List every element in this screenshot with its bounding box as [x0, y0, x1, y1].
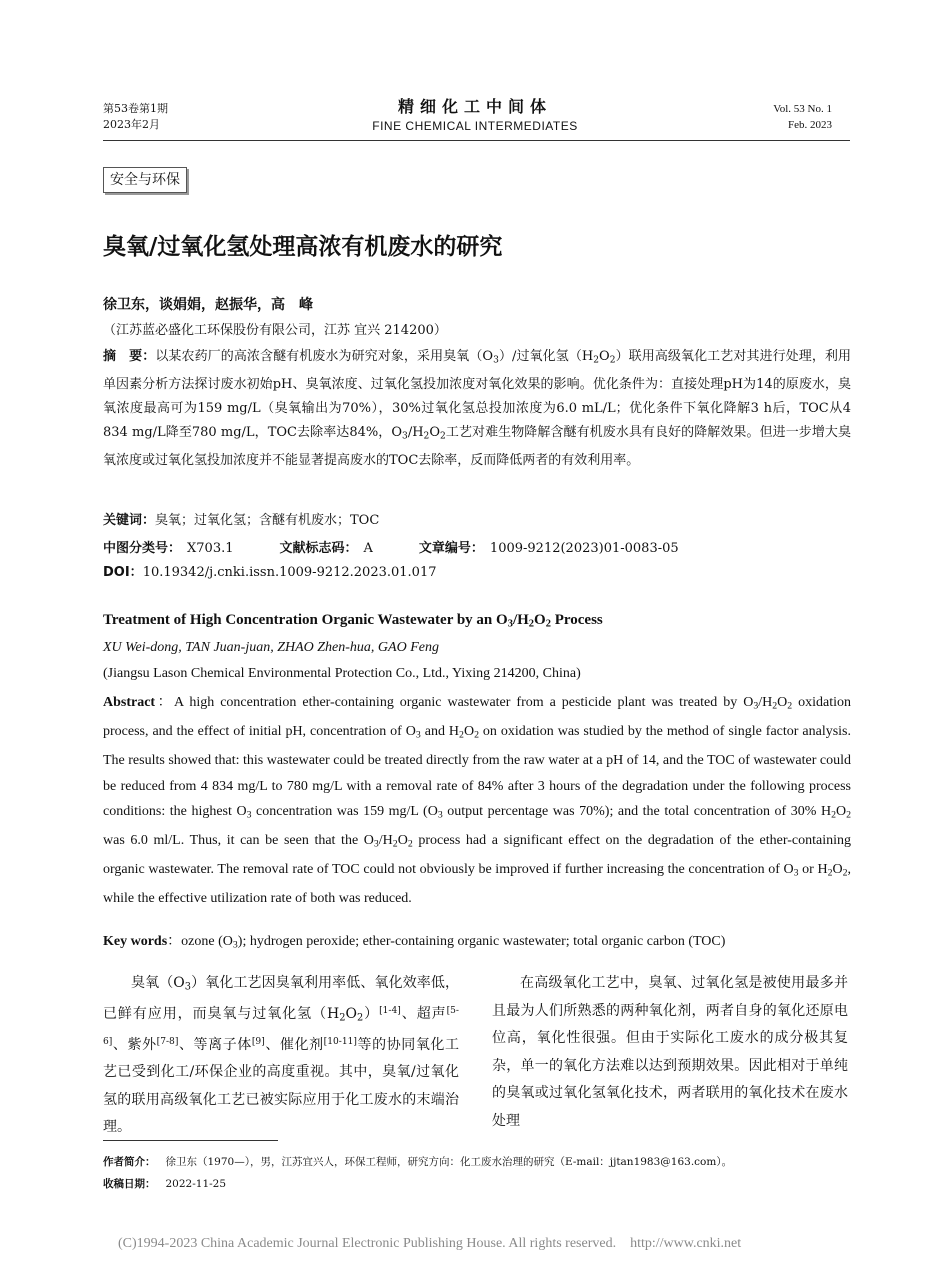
doc-code-value: A — [363, 541, 373, 556]
body-paragraph — [103, 970, 459, 1142]
keywords-en-text: ozone (O — [181, 934, 233, 949]
english-authors: XU Wei-dong, TAN Juan-juan, ZHAO Zhen-hua, GAO Feng — [103, 640, 439, 655]
body-column-right — [492, 970, 848, 1135]
clc-value: X703.1 — [187, 541, 234, 556]
author-bio-label: 作者简介： — [103, 1156, 156, 1168]
english-title-text: /H — [512, 612, 529, 628]
abstract-zh-text: O — [429, 425, 441, 441]
subscript: 2 — [545, 618, 551, 630]
subscript: 2 — [787, 700, 793, 712]
english-title-text: Treatment of High Concentration Organic Wastewater by an O — [103, 612, 508, 628]
clc-label: 中图分类号： — [103, 541, 182, 556]
body-text: O — [345, 1005, 357, 1022]
doi-line — [103, 561, 436, 580]
subscript: 3 — [753, 700, 759, 712]
keywords-en-colon: ： — [167, 934, 182, 949]
header-date-en: Feb. 2023 — [788, 119, 832, 131]
keywords-zh-label: 关键词： — [103, 513, 156, 528]
keywords-en — [103, 930, 725, 950]
abstract-zh-text: ）/过氧化氢（H — [498, 349, 594, 364]
abstract-en-text: output percentage was 70%); and the total concentration of 30% H — [442, 804, 832, 820]
subscript: 3 — [507, 618, 513, 630]
header-rule — [103, 140, 850, 141]
authors: 徐卫东，谈娟娟，赵振华，高 峰 — [103, 297, 313, 313]
body-column-left — [103, 970, 459, 1142]
received-date-value: 2022-11-25 — [165, 1178, 227, 1190]
abstract-zh-text: 以某农药厂的高浓含醚有机废水为研究对象，采用臭氧（O — [155, 349, 494, 364]
subscript: 3 — [415, 729, 421, 741]
body-text: 、紫外 — [112, 1036, 157, 1053]
subscript: 2 — [423, 431, 430, 442]
subscript: 3 — [232, 939, 238, 951]
abstract-en-text: on oxidation was studied by the method of single factor analysis. The results showed that: this wastewater could be treated directly from the raw water at a pH of 14, and the TOC of wastewater could be reduced from 4 834 mg/L to 780 mg/L with a removal rate of 84% after 3 hours of the degradation under the following process conditions: the highest O — [103, 724, 851, 820]
abstract-zh-text: /H — [407, 425, 424, 441]
body-text: 、催化剂 — [264, 1036, 324, 1053]
abstract-en-text: or H — [798, 862, 828, 878]
received-date-footnote — [103, 1176, 226, 1191]
abstract-en-text: O — [397, 833, 408, 849]
doc-code-label: 文献标志码： — [279, 541, 358, 556]
subscript: 2 — [593, 355, 600, 366]
citation-ref[interactable]: [7-8] — [156, 1036, 179, 1047]
abstract-en-text: was 6.0 ml/L. Thus, it can be seen that the O — [103, 833, 374, 849]
subscript: 2 — [356, 1012, 364, 1024]
abstract-zh-label: 摘 要： — [103, 349, 156, 364]
abstract-en-text: and H — [420, 724, 460, 740]
english-title-text: Process — [550, 612, 603, 628]
subscript: 3 — [184, 981, 192, 993]
article-number-value: 1009-9212(2023)01-0083-05 — [489, 541, 679, 556]
keywords-zh — [103, 509, 379, 528]
body-text: 等的协同氧化工艺已受到化工/环保企业的高度重视。其中，臭氧/过氧化氢的联用高级氧化工艺已被实际应用于化工废水的末端治理。 — [103, 1036, 460, 1136]
body-text: 臭氧（O — [131, 975, 185, 991]
citation-ref[interactable]: [10-11] — [323, 1036, 357, 1047]
citation-ref[interactable]: [1-4] — [379, 1005, 401, 1016]
abstract-zh — [103, 345, 851, 473]
english-title — [103, 612, 603, 630]
footnote-rule — [103, 1140, 278, 1141]
keywords-en-label: Key words — [103, 934, 168, 949]
subscript: 2 — [339, 1012, 346, 1024]
header-volume-zh-block — [103, 101, 168, 133]
abstract-en-text: process had a significant effect on the degradation of the ether-containing organic wastewater. The removal rate of TOC could not obviously be improved if further increasing the concentration of O — [103, 833, 851, 878]
subscript: 2 — [772, 700, 778, 712]
author-bio-footnote — [103, 1154, 732, 1169]
abstract-zh-text: ）联用高级氧化工艺对其进行处理，利用单因素分析方法探讨废水初始pH、臭氧浓度、过氧化氢投加浓度对氧化效果的影响。优化条件为：直接处理pH为14的原废水，臭氧浓度最高可为159 mg/L（臭氧输出为70%），30%过氧化氢总投加浓度为6.0 mL/L；优化条件下氧化降解3 h后，TOC从4 834 mg/L降至780 mg/L，TOC去除率达84%，O — [103, 349, 851, 441]
subscript: 3 — [493, 355, 499, 366]
received-date-label: 收稿日期： — [103, 1178, 156, 1190]
citation-ref[interactable]: [5-6] — [103, 1005, 459, 1047]
abstract-en-text: O — [832, 862, 843, 878]
subscript: 3 — [373, 838, 379, 850]
english-affiliation: (Jiangsu Lason Chemical Environmental Protection Co., Ltd., Yixing 214200, China) — [103, 666, 581, 681]
subscript: 2 — [440, 431, 446, 442]
paper-title: 臭氧/过氧化氢处理高浓有机废水的研究 — [103, 234, 503, 260]
subscript: 2 — [842, 867, 848, 879]
affiliation: （江苏蓝必盛化工环保股份有限公司，江苏 宜兴 214200） — [103, 323, 447, 338]
classification-line — [103, 537, 685, 556]
abstract-en-text: A high concentration ether-containing organic wastewater from a pesticide plant was treated by O — [174, 695, 754, 710]
keywords-zh-text: 臭氧；过氧化氢；含醚有机废水；TOC — [155, 513, 380, 528]
subscript: 2 — [407, 838, 413, 850]
body-text: 、超声 — [400, 1005, 447, 1022]
body-text: ） — [363, 1005, 380, 1022]
abstract-en-text: /H — [378, 833, 393, 849]
abstract-en-text: /H — [758, 695, 773, 710]
header-volume-en-block — [773, 101, 832, 133]
subscript: 2 — [474, 729, 479, 741]
abstract-en-text: O — [835, 804, 847, 820]
doi-value: 10.19342/j.cnki.issn.1009-9212.2023.01.017 — [142, 565, 437, 580]
abstract-en-text: concentration was 159 mg/L (O — [251, 804, 438, 820]
subscript: 3 — [402, 431, 408, 442]
body-text: ）氧化工艺因臭氧利用率低、氧化效率低，已鲜有应用，而臭氧与过氧化氢（H — [103, 975, 460, 1022]
journal-title-block — [330, 96, 620, 134]
copyright-watermark: (C)1994-2023 China Academic Journal Electronic Publishing House. All rights reserved. http://www.cnki.net — [118, 1236, 742, 1251]
subscript: 2 — [827, 867, 833, 879]
citation-ref[interactable]: [9] — [251, 1036, 265, 1047]
section-label: 安全与环保 — [103, 167, 187, 193]
abstract-en-text: O — [777, 695, 788, 710]
body-paragraph: 在高级氧化工艺中，臭氧、过氧化氢是被使用最多并且最为人们所熟悉的两种氧化剂，两者自身的氧化还原电位高，氧化性很强。但由于实际化工废水的成分极其复杂，单一的氧化方法难以达到预期效果。因此相对于单纯的臭氧或过氧化氢氧化技术，两者联用的氧化技术在废水处理 — [492, 975, 848, 1129]
abstract-en-label: Abstract — [103, 695, 156, 710]
author-bio-text: 徐卫东（1970—），男，江苏宜兴人，环保工程师，研究方向：化工废水治理的研究（E-mail：jjtan1983@163.com）。 — [165, 1156, 733, 1168]
journal-title-en: FINE CHEMICAL INTERMEDIATES — [372, 119, 578, 133]
subscript: 2 — [831, 809, 836, 821]
subscript: 2 — [609, 355, 616, 366]
header-date-zh: 2023年2月 — [103, 118, 160, 131]
header-volume-en: Vol. 53 No. 1 — [773, 103, 832, 115]
subscript: 3 — [793, 867, 799, 879]
article-number-label: 文章编号： — [418, 541, 484, 556]
abstract-en-text: O — [463, 724, 475, 740]
header-volume-zh: 第53卷第1期 — [103, 102, 168, 115]
doi-label: DOI： — [103, 565, 143, 580]
abstract-zh-text: O — [599, 349, 610, 364]
subscript: 3 — [437, 809, 443, 821]
body-text: 、等离子体 — [178, 1036, 252, 1053]
subscript: 2 — [459, 729, 464, 741]
subscript: 2 — [528, 618, 535, 630]
abstract-en-text: oxidation process, and the effect of initial pH, concentration of O — [103, 695, 852, 740]
abstract-en-text: , while the effective utilization rate of both was reduced. — [103, 862, 852, 907]
subscript: 2 — [392, 838, 398, 850]
abstract-en — [103, 690, 851, 912]
journal-title-zh: 精细化工中间体 — [397, 97, 552, 116]
subscript: 2 — [846, 809, 851, 821]
english-title-text: O — [534, 612, 546, 628]
keywords-en-text: ); hydrogen peroxide; ether-containing organic wastewater; total organic carbon (TOC) — [237, 934, 726, 949]
abstract-zh-text: 工艺对难生物降解含醚有机废水具有良好的降解效果。但进一步增大臭氧浓度或过氧化氢投加浓度并不能显著提高废水的TOC去除率，反而降低两者的有效利用率。 — [103, 425, 851, 468]
subscript: 3 — [246, 809, 252, 821]
abstract-en-colon: ： — [155, 695, 175, 710]
